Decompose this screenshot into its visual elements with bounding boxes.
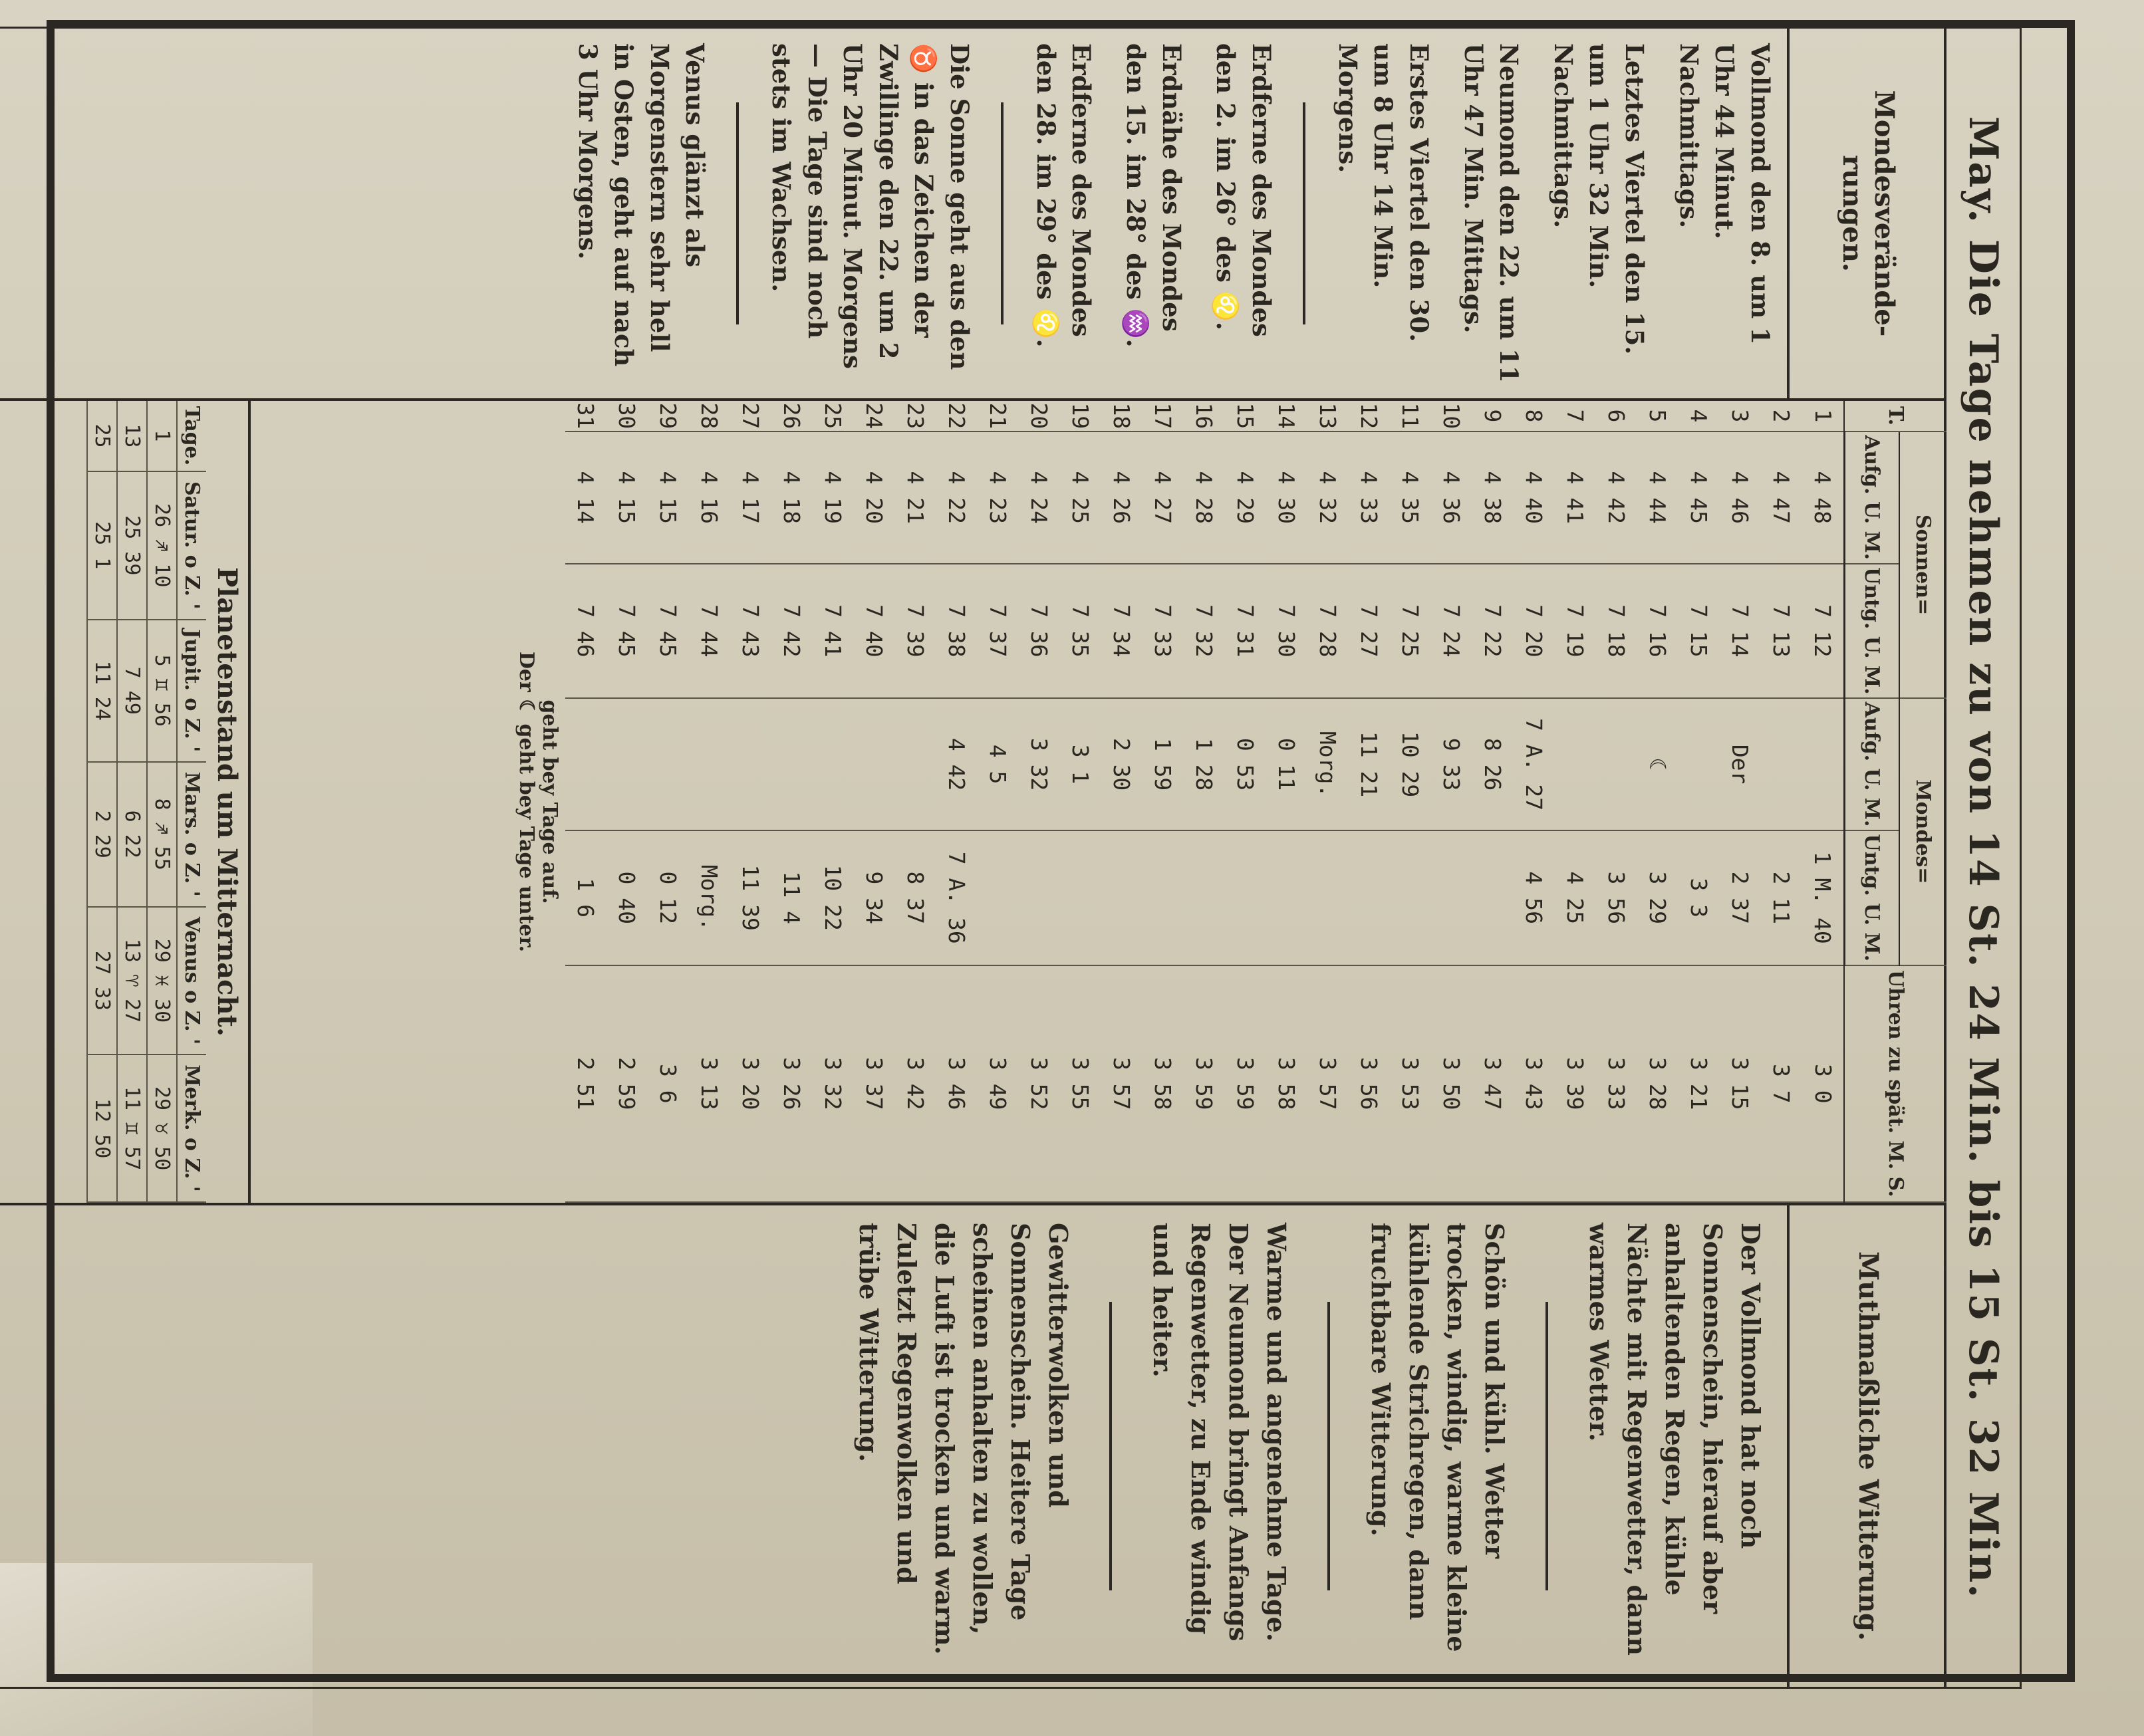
header-clock: Uhren zu spät. M. S. (1845, 965, 1947, 1202)
table-cell: 0 53 (1225, 698, 1266, 830)
table-cell: 2 30 (1101, 698, 1142, 830)
weather-text-4: Gewitterwolken und Sonnenschein. Heitere Tage scheinen anhalten zu wollen, die Luft ist trocken und warm. Zuletzt Regenwolken und trübe Witterung. (854, 1223, 1073, 1655)
table-cell: 3 13 (689, 965, 730, 1202)
table-cell: 3 37 (854, 965, 895, 1202)
table-cell (1678, 698, 1720, 830)
table-cell: 4 56 (1514, 830, 1555, 965)
table-cell: 23 (895, 401, 936, 432)
table-row (606, 401, 648, 1202)
calendar-page (0, 27, 2022, 1689)
table-row (1431, 401, 1472, 1202)
table-cell (1555, 698, 1596, 830)
table-row (1596, 401, 1637, 1202)
moon-phase-first-quarter: Erstes Viertel den 30. um 8 Uhr 14 Min. Morgens. (1333, 43, 1434, 342)
table-cell: 4 21 (895, 432, 936, 564)
table-cell: 12 (1349, 401, 1390, 432)
table-cell (1472, 830, 1514, 965)
table-cell: 4 32 (1307, 432, 1349, 564)
table-cell: 3 33 (1596, 965, 1637, 1202)
table-cell: 11 4 (771, 830, 813, 965)
table-row (1142, 401, 1184, 1202)
table-cell: 10 22 (813, 830, 854, 965)
header-moon-rise: Aufg. U. M. (1845, 698, 1900, 830)
table-cell: 3 7 (1761, 965, 1802, 1202)
table-cell: Morg. (689, 830, 730, 965)
table-cell: 4 23 (978, 432, 1019, 564)
planet-cell: 11 ♊ 57 (117, 1054, 147, 1202)
weather-text-2: Schön und kühl. Wetter trocken, windig, warme kleine kühlende Strichregen, dann fruchtbare Witterung. (1366, 1223, 1510, 1652)
table-cell: 7 46 (565, 564, 606, 699)
table-cell: 9 33 (1431, 698, 1472, 830)
planet-cell: 25 1 (87, 471, 117, 620)
table-cell: 7 44 (689, 564, 730, 699)
weather-text-3: Warme und angenehme Tage. Der Neumond bringt Anfangs Regenwetter, zu Ende windig und heiter. (1148, 1223, 1291, 1642)
table-cell: 5 (1637, 401, 1678, 432)
table-row (936, 401, 978, 1202)
table-cell (854, 698, 895, 830)
table-cell (648, 698, 689, 830)
planet-cell: 5 ♊ 56 (147, 620, 177, 762)
table-cell: 1 M. 40 (1802, 830, 1845, 965)
table-row (1555, 401, 1596, 1202)
table-cell (1802, 698, 1845, 830)
table-cell: 22 (936, 401, 978, 432)
table-cell (565, 698, 606, 830)
table-cell: 3 26 (771, 965, 813, 1202)
table-cell: 3 39 (1555, 965, 1596, 1202)
table-cell: 4 17 (730, 432, 771, 564)
table-cell: 7 32 (1184, 564, 1225, 699)
table-cell: Morg. (1307, 698, 1349, 830)
planet-cell: 6 22 (117, 762, 147, 907)
table-cell: 7 28 (1307, 564, 1349, 699)
header-sun-set: Untg. U. M. (1845, 564, 1900, 699)
table-cell: 4 42 (936, 698, 978, 830)
header-day: T. (1845, 401, 1947, 432)
table-cell: 4 41 (1555, 432, 1596, 564)
table-cell: 7 45 (606, 564, 648, 699)
table-cell: Der (1720, 698, 1761, 830)
table-cell: 29 (648, 401, 689, 432)
table-cell (1266, 830, 1307, 965)
table-cell: 4 47 (1761, 432, 1802, 564)
table-cell (1596, 698, 1637, 830)
table-cell: 3 59 (1225, 965, 1266, 1202)
table-cell: 2 59 (606, 965, 648, 1202)
planet-cell: 13 (117, 401, 147, 471)
table-cell: 2 (1761, 401, 1802, 432)
table-cell: 27 (730, 401, 771, 432)
day-table (565, 401, 1946, 1203)
table-cell: 7 40 (854, 564, 895, 699)
table-cell: 8 37 (895, 830, 936, 965)
table-row (565, 401, 606, 1202)
table-cell: 20 (1019, 401, 1060, 432)
table-cell (895, 698, 936, 830)
table-cell: 3 29 (1637, 830, 1678, 965)
table-cell: 7 13 (1761, 564, 1802, 699)
table-cell: 18 (1101, 401, 1142, 432)
table-cell: 4 30 (1266, 432, 1307, 564)
table-cell: 2 51 (565, 965, 606, 1202)
table-cell (1184, 830, 1225, 965)
table-cell: 4 46 (1720, 432, 1761, 564)
table-cell: 7 24 (1431, 564, 1472, 699)
table-cell: 7 35 (1060, 564, 1101, 699)
table-cell (1431, 830, 1472, 965)
table-cell: 10 (1431, 401, 1472, 432)
table-cell: 4 (1678, 401, 1720, 432)
table-cell (689, 698, 730, 830)
planet-cell: 26 ♐ 10 (147, 471, 177, 620)
table-cell: 4 27 (1142, 432, 1184, 564)
planet-cell: 2 29 (87, 762, 117, 907)
table-cell: 25 (813, 401, 854, 432)
table-cell: 6 (1596, 401, 1637, 432)
table-row (1101, 401, 1142, 1202)
table-row (895, 401, 936, 1202)
planet-cell: 27 33 (87, 907, 117, 1055)
table-cell: 3 28 (1637, 965, 1678, 1202)
table-cell: 4 25 (1060, 432, 1101, 564)
moon-heading: Mondesverände-rungen. (1787, 29, 1946, 398)
table-cell: 7 33 (1142, 564, 1184, 699)
table-cell: 4 15 (606, 432, 648, 564)
table-cell: 7 25 (1390, 564, 1431, 699)
table-cell: 13 (1307, 401, 1349, 432)
moon-column (0, 29, 1946, 401)
table-cell: 3 15 (1720, 965, 1761, 1202)
table-cell: 3 58 (1142, 965, 1184, 1202)
table-cell: 4 36 (1431, 432, 1472, 564)
weather-column (0, 1205, 1946, 1687)
table-cell: 3 56 (1596, 830, 1637, 965)
planet-cell: 13 ♈ 27 (117, 907, 147, 1055)
table-cell: 4 35 (1390, 432, 1431, 564)
day-table-column (0, 401, 1946, 1205)
table-row (1514, 401, 1555, 1202)
planet-cell: 29 ♓ 30 (147, 907, 177, 1055)
table-cell: 15 (1225, 401, 1266, 432)
divider (1303, 102, 1305, 324)
divider (1001, 102, 1004, 324)
moon-phase-new: Neumond den 22. um 11 Uhr 47 Min. Mittags. (1458, 43, 1524, 383)
header-sun: Sonnen= (1899, 432, 1946, 698)
planet-section (0, 401, 251, 1203)
table-row (771, 401, 813, 1202)
table-cell: 3 (1720, 401, 1761, 432)
divider (1545, 1302, 1548, 1590)
table-cell: 11 21 (1349, 698, 1390, 830)
table-row (1678, 401, 1720, 1202)
table-cell: 0 12 (648, 830, 689, 965)
planet-header: Jupit. o Z. ' (177, 620, 206, 762)
table-cell: 3 0 (1802, 965, 1845, 1202)
moon-apogee-1: Erdferne des Mondes den 2. im 26° des ♌. (1211, 43, 1276, 337)
table-cell: 7 36 (1019, 564, 1060, 699)
planet-header: Merk. o Z. ' (177, 1054, 206, 1202)
table-cell: 7 37 (978, 564, 1019, 699)
table-cell: 7 19 (1555, 564, 1596, 699)
table-cell: 2 11 (1761, 830, 1802, 965)
table-cell: 3 43 (1514, 965, 1555, 1202)
table-cell: 7 12 (1802, 564, 1845, 699)
planet-cell: 7 49 (117, 620, 147, 762)
table-cell: 4 42 (1596, 432, 1637, 564)
table-cell: 26 (771, 401, 813, 432)
table-cell: 3 1 (1060, 698, 1101, 830)
table-cell: 9 (1472, 401, 1514, 432)
table-cell: 3 58 (1266, 965, 1307, 1202)
table-row (854, 401, 895, 1202)
table-cell: 3 53 (1390, 965, 1431, 1202)
moon-perigee: Erdnähe des Mondes den 15. im 28° des ♒. (1121, 43, 1186, 348)
table-cell: 3 55 (1060, 965, 1101, 1202)
table-cell (1101, 830, 1142, 965)
planet-row (147, 401, 177, 1202)
table-cell: 3 42 (895, 965, 936, 1202)
table-cell: 4 19 (813, 432, 854, 564)
table-cell: 7 30 (1266, 564, 1307, 699)
table-row (1184, 401, 1225, 1202)
table-row (1349, 401, 1390, 1202)
table-cell: 31 (565, 401, 606, 432)
table-cell: 30 (606, 401, 648, 432)
table-cell: 7 16 (1637, 564, 1678, 699)
table-cell: 3 49 (978, 965, 1019, 1202)
table-cell: 17 (1142, 401, 1184, 432)
table-cell: 4 5 (978, 698, 1019, 830)
table-cell: 4 20 (854, 432, 895, 564)
table-cell: 4 44 (1637, 432, 1678, 564)
weather-text-1: Der Vollmond hat noch Sonnenschein, hierauf aber anhaltenden Regen, kühle Nächte mit Regenwetter, dann warmes Wetter. (1584, 1223, 1766, 1656)
table-cell: 7 18 (1596, 564, 1637, 699)
table-cell: 7 42 (771, 564, 813, 699)
table-cell: 7 43 (730, 564, 771, 699)
table-cell: 4 38 (1472, 432, 1514, 564)
table-cell: 7 34 (1101, 564, 1142, 699)
moon-phase-last-quarter: Letztes Viertel den 15. um 1 Uhr 32 Min. Nachmittags. (1548, 43, 1650, 355)
table-row (1019, 401, 1060, 1202)
table-cell (1019, 830, 1060, 965)
table-cell: 3 59 (1184, 965, 1225, 1202)
table-cell: 7 A. 27 (1514, 698, 1555, 830)
planet-cell: 25 (87, 401, 117, 471)
table-cell: 4 18 (771, 432, 813, 564)
table-cell: 3 32 (1019, 698, 1060, 830)
table-cell: 7 20 (1514, 564, 1555, 699)
table-cell: 4 22 (936, 432, 978, 564)
planet-header: Mars. o Z. ' (177, 762, 206, 907)
planet-header: Venus o Z. ' (177, 907, 206, 1055)
table-cell: 0 40 (606, 830, 648, 965)
header-moon: Mondes= (1899, 698, 1946, 965)
table-cell: 3 20 (730, 965, 771, 1202)
planet-row (87, 401, 117, 1202)
table-cell: 3 56 (1349, 965, 1390, 1202)
header-moon-set: Untg. U. M. (1845, 830, 1900, 965)
table-cell: 24 (854, 401, 895, 432)
table-cell: 7 38 (936, 564, 978, 699)
table-cell: 4 26 (1101, 432, 1142, 564)
table-cell: 3 21 (1678, 965, 1720, 1202)
table-cell (1349, 830, 1390, 965)
table-row (689, 401, 730, 1202)
table-cell: 3 6 (648, 965, 689, 1202)
table-cell: 3 47 (1472, 965, 1514, 1202)
table-cell: 14 (1266, 401, 1307, 432)
table-cell: 28 (689, 401, 730, 432)
table-cell (1060, 830, 1101, 965)
table-cell (606, 698, 648, 830)
table-cell: 1 (1802, 401, 1845, 432)
table-row (1266, 401, 1307, 1202)
table-cell (730, 698, 771, 830)
table-cell: 7 15 (1678, 564, 1720, 699)
table-cell: 4 33 (1349, 432, 1390, 564)
divider (1109, 1302, 1112, 1590)
table-row (648, 401, 689, 1202)
table-cell (1390, 830, 1431, 965)
table-row (1390, 401, 1431, 1202)
table-cell: 10 29 (1390, 698, 1431, 830)
table-cell: 21 (978, 401, 1019, 432)
table-row (1637, 401, 1678, 1202)
planet-cell: 1 (147, 401, 177, 471)
table-cell: 4 25 (1555, 830, 1596, 965)
divider (1327, 1302, 1330, 1590)
table-cell (771, 698, 813, 830)
table-cell: 8 (1514, 401, 1555, 432)
table-cell: 1 28 (1184, 698, 1225, 830)
table-cell: 16 (1184, 401, 1225, 432)
table-cell: 3 57 (1101, 965, 1142, 1202)
sun-entry-note: Die Sonne geht aus den ♉ in das Zeichen der Zwillinge den 22. um 2 Uhr 20 Minut. Morgens — Die Tage sind noch stets im Wachsen. (766, 43, 975, 370)
table-cell: 4 28 (1184, 432, 1225, 564)
planet-cell: 8 ♐ 55 (147, 762, 177, 907)
table-cell: 3 52 (1019, 965, 1060, 1202)
table-cell: 1 6 (565, 830, 606, 965)
table-cell: 4 40 (1514, 432, 1555, 564)
planet-cell: 25 39 (117, 471, 147, 620)
table-cell: 7 45 (648, 564, 689, 699)
table-cell: 7 A. 36 (936, 830, 978, 965)
table-cell: 7 (1555, 401, 1596, 432)
table-cell: 9 34 (854, 830, 895, 965)
table-cell: 7 39 (895, 564, 936, 699)
moon-set-note: Der ☾ geht bey Tage unter. (515, 651, 538, 953)
table-row (813, 401, 854, 1202)
header-sun-rise: Aufg. U. M. (1845, 432, 1900, 564)
table-cell: 11 (1390, 401, 1431, 432)
page-title: May. Die Tage nehmen zu von 14 St. 24 Min. bis 15 St. 32 Min. (1944, 29, 2020, 1687)
day-table-body (565, 401, 1845, 1202)
table-cell: 4 48 (1802, 432, 1845, 564)
table-cell: 4 16 (689, 432, 730, 564)
planet-cell: 12 50 (87, 1054, 117, 1202)
table-row (1060, 401, 1101, 1202)
table-cell: 3 32 (813, 965, 854, 1202)
table-row (1225, 401, 1266, 1202)
table-cell (978, 830, 1019, 965)
table-row (1307, 401, 1349, 1202)
table-cell: 0 11 (1266, 698, 1307, 830)
table-cell (1761, 698, 1802, 830)
table-row (1802, 401, 1845, 1202)
table-cell: 4 45 (1678, 432, 1720, 564)
table-row (1720, 401, 1761, 1202)
planet-title: Planetenstand um Mitternacht. (211, 567, 243, 1037)
table-cell: 8 26 (1472, 698, 1514, 830)
table-cell: 7 22 (1472, 564, 1514, 699)
table-cell: 4 24 (1019, 432, 1060, 564)
table-cell: 1 59 (1142, 698, 1184, 830)
table-cell: ☾ (1637, 698, 1678, 830)
moon-rise-note: geht bey Tage auf. (538, 699, 561, 904)
table-cell: 4 29 (1225, 432, 1266, 564)
table-row (1472, 401, 1514, 1202)
table-cell: 3 50 (1431, 965, 1472, 1202)
moon-phase-full: Vollmond den 8. um 1 Uhr 44 Minut. Nachmittags. (1674, 43, 1775, 344)
table-cell: 7 27 (1349, 564, 1390, 699)
table-cell: 3 3 (1678, 830, 1720, 965)
table-cell: 19 (1060, 401, 1101, 432)
planet-header: Satur. o Z. ' (177, 471, 206, 620)
table-row (730, 401, 771, 1202)
table-cell (1225, 830, 1266, 965)
table-cell (813, 698, 854, 830)
divider (736, 102, 739, 324)
table-cell (1307, 830, 1349, 965)
table-cell: 4 14 (565, 432, 606, 564)
planet-cell: 29 ♉ 50 (147, 1054, 177, 1202)
table-cell: 11 39 (730, 830, 771, 965)
weather-heading: Muthmaßliche Witterung. (1787, 1205, 1946, 1687)
table-cell: 4 15 (648, 432, 689, 564)
planet-cell: 11 24 (87, 620, 117, 762)
table-cell (1142, 830, 1184, 965)
table-cell: 2 37 (1720, 830, 1761, 965)
table-cell: 3 57 (1307, 965, 1349, 1202)
venus-note: Venus glänzt als Morgenstern sehr hell in Osten, geht auf nach 3 Uhr Morgens. (573, 43, 710, 367)
table-row (1761, 401, 1802, 1202)
table-cell: 7 41 (813, 564, 854, 699)
planet-header: Tage. (177, 401, 206, 471)
planet-table (86, 401, 206, 1203)
table-row (978, 401, 1019, 1202)
planet-row (117, 401, 147, 1202)
table-cell: 3 46 (936, 965, 978, 1202)
moon-apogee-2: Erdferne des Mondes den 28. im 29° des ♌. (1031, 43, 1097, 348)
table-cell: 7 31 (1225, 564, 1266, 699)
table-cell: 7 14 (1720, 564, 1761, 699)
